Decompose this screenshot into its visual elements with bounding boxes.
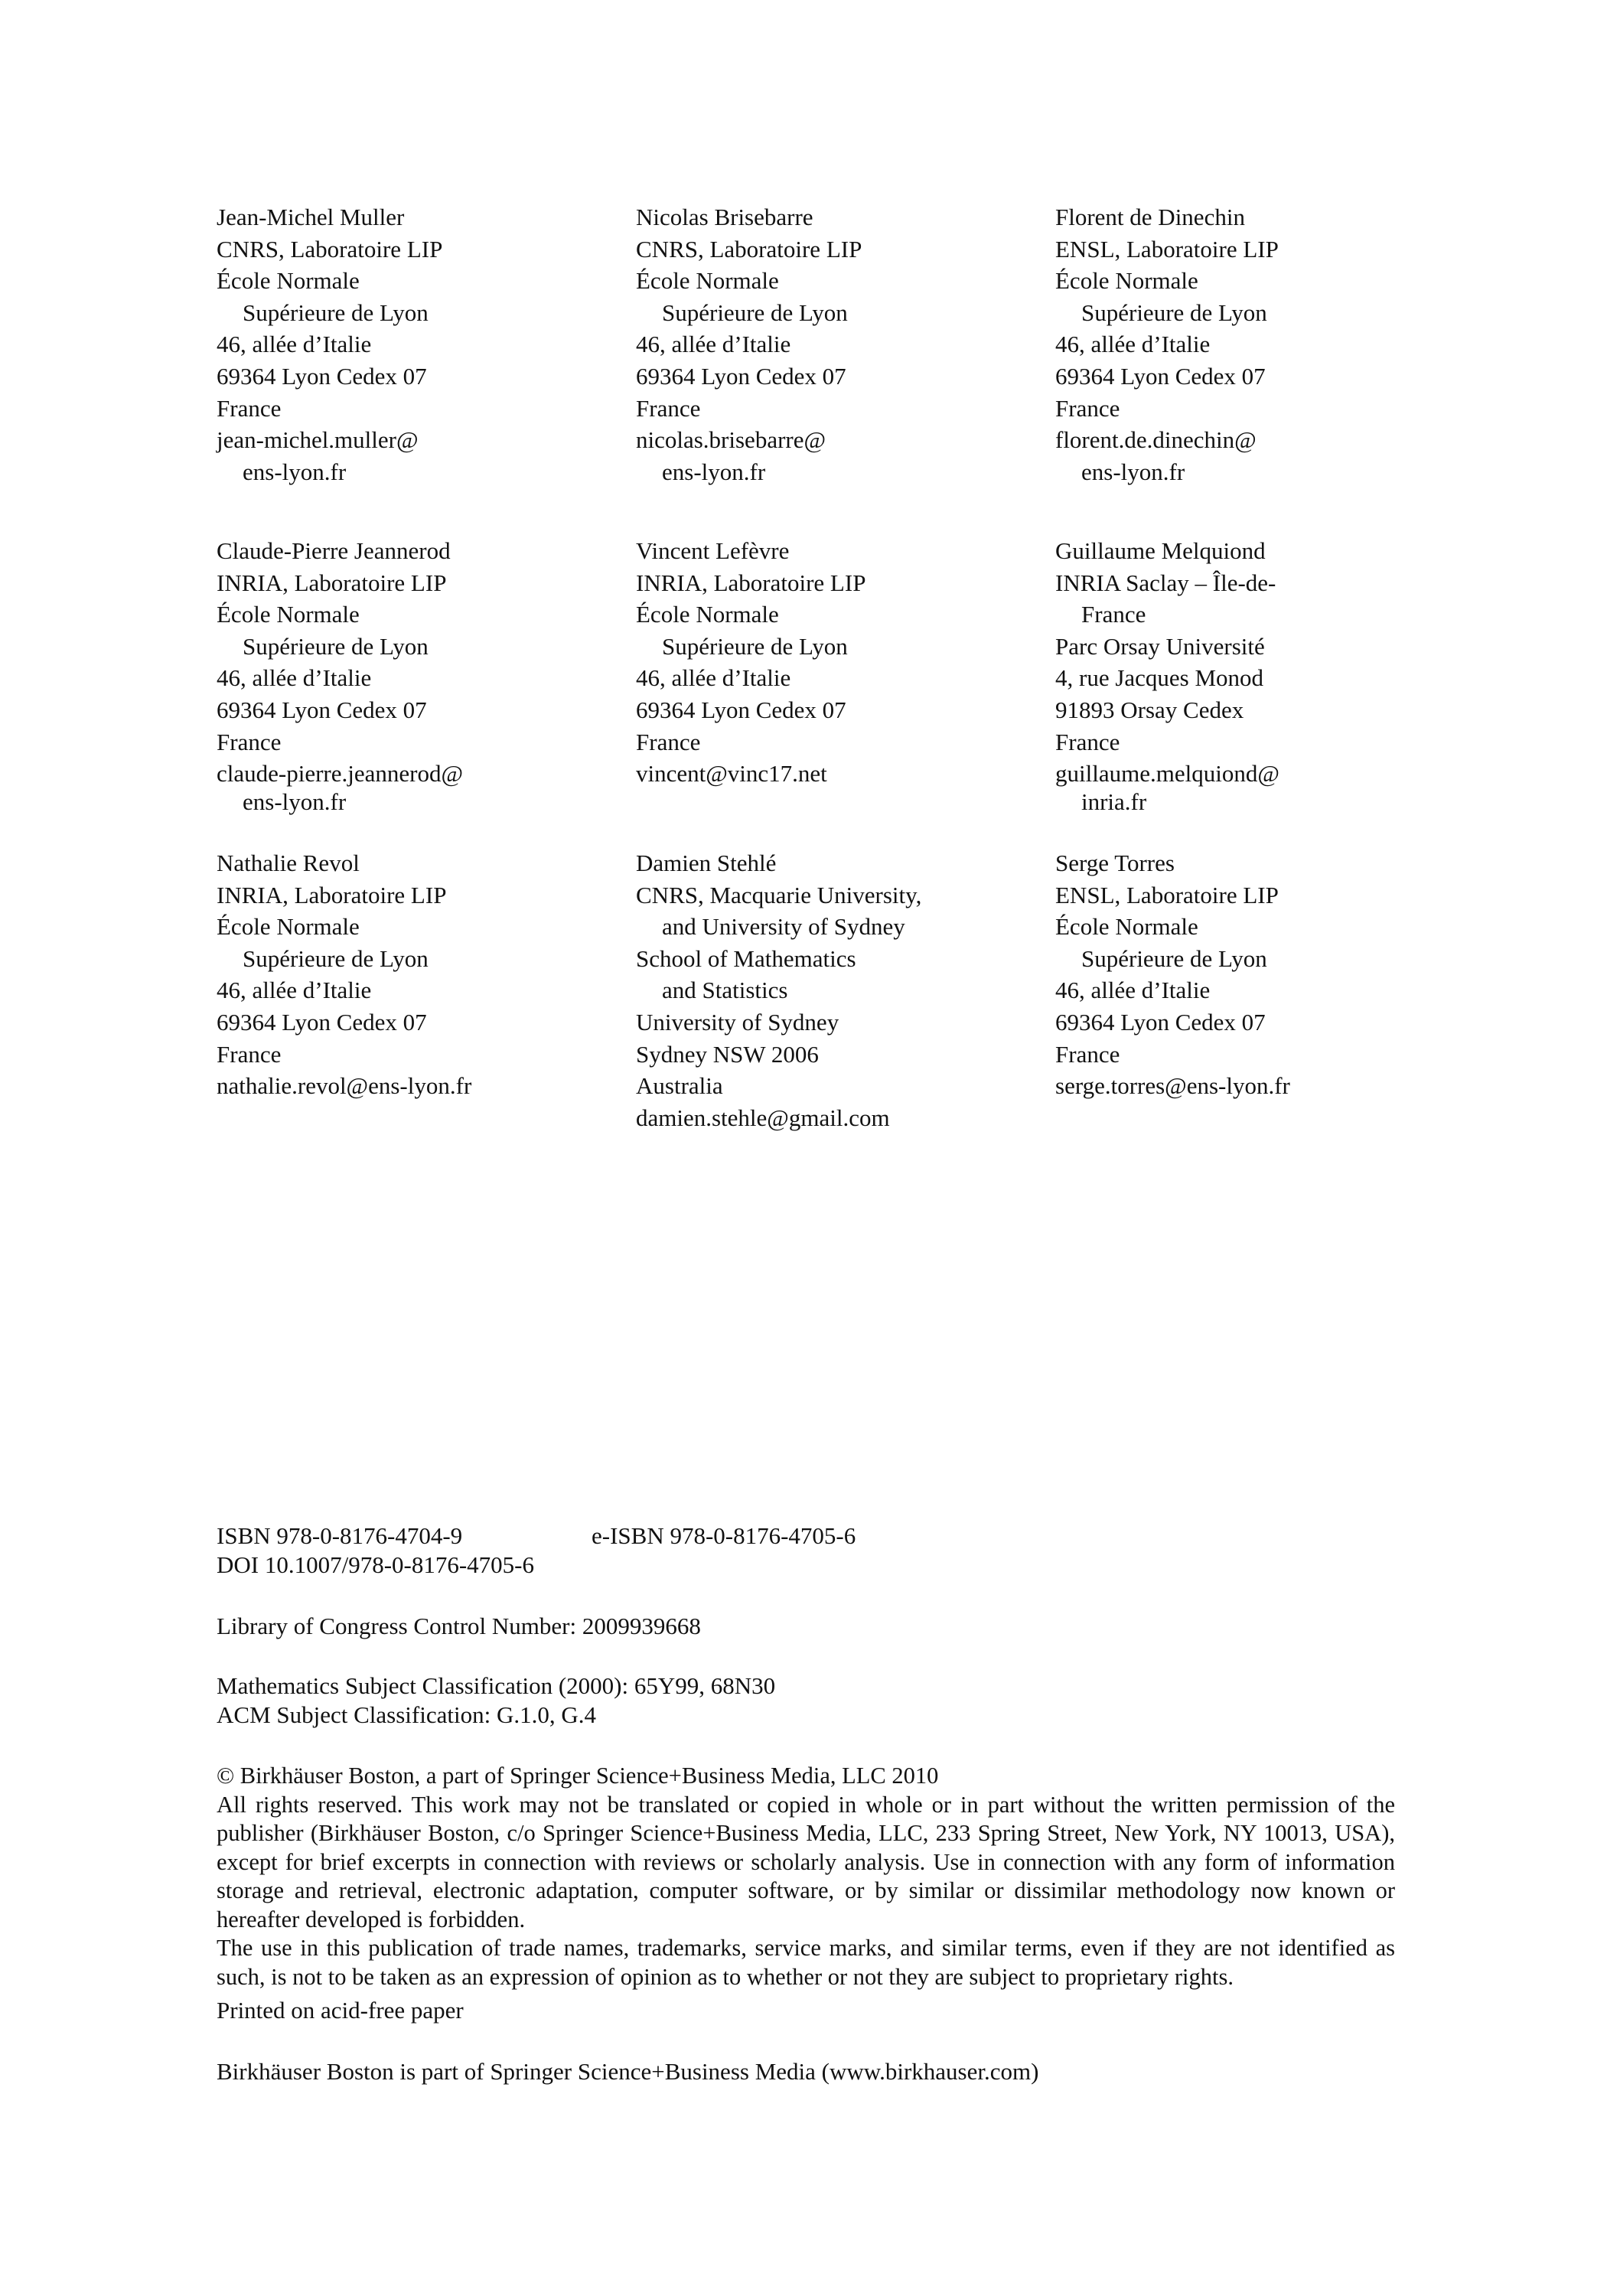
affiliation: CNRS, Laboratoire LIP <box>217 235 443 263</box>
eisbn: e-ISBN 978-0-8176-4705-6 <box>592 1522 856 1549</box>
email: nicolas.brisebarre@ <box>636 426 826 454</box>
author-name: Guillaume Melquiond <box>1055 537 1266 564</box>
email: ens-lyon.fr <box>243 788 347 815</box>
address: Sydney NSW 2006 <box>636 1040 819 1068</box>
author-block <box>636 201 1034 488</box>
rights-paragraph: All rights reserved. This work may not be translated or copied in whole or in part without the written permission of the publisher (Birkhäuser Boston, c/o Springer Science+Business Media, LLC, 233 Spring Street, New York, NY 10013, USA), except for brief excerpts in connection with reviews or scholarly analysis. Use in connection with any form of information storage and retrieval, electronic adaptation, computer software, or by similar or dissimilar methodology now known or hereafter developed is forbidden. <box>217 1791 1395 1932</box>
email: serge.torres@ens-lyon.fr <box>1055 1072 1290 1100</box>
email: jean-michel.muller@ <box>217 426 419 454</box>
address: France <box>1055 728 1120 755</box>
affiliation: CNRS, Macquarie University, <box>636 881 922 908</box>
affiliation: INRIA, Laboratoire LIP <box>217 569 447 596</box>
affiliation: École Normale <box>1055 913 1198 941</box>
author-block <box>1055 201 1453 488</box>
affiliation: INRIA, Laboratoire LIP <box>217 881 447 908</box>
copyright-line: © Birkhäuser Boston, a part of Springer Science+Business Media, LLC 2010 <box>217 1763 939 1789</box>
address: 69364 Lyon Cedex 07 <box>217 362 427 390</box>
email: florent.de.dinechin@ <box>1055 426 1257 454</box>
author-block <box>636 847 1034 1133</box>
address: France <box>217 728 282 755</box>
address: 46, allée d’Italie <box>217 331 372 358</box>
author-block <box>217 201 614 488</box>
lccn: Library of Congress Control Number: 2009939668 <box>217 1613 701 1639</box>
affiliation: ENSL, Laboratoire LIP <box>1055 235 1279 263</box>
address: 46, allée d’Italie <box>1055 977 1211 1004</box>
address: University of Sydney <box>636 1008 839 1035</box>
address: France <box>217 1040 282 1068</box>
affiliation: École Normale <box>636 267 779 295</box>
affiliation: Supérieure de Lyon <box>243 632 429 660</box>
affiliation: INRIA, Laboratoire LIP <box>636 569 866 596</box>
affiliation: Supérieure de Lyon <box>1081 944 1267 972</box>
address: France <box>217 394 282 422</box>
email: vincent@vinc17.net <box>636 760 827 788</box>
author-name: Florent de Dinechin <box>1055 204 1245 230</box>
acm-classification: ACM Subject Classification: G.1.0, G.4 <box>217 1701 596 1728</box>
address: France <box>1055 394 1120 422</box>
affiliation: École Normale <box>217 267 360 295</box>
publisher-note: Birkhäuser Boston is part of Springer Science+Business Media (www.birkhauser.com) <box>217 2058 1039 2085</box>
address: 69364 Lyon Cedex 07 <box>636 696 846 723</box>
address: 46, allée d’Italie <box>636 664 791 692</box>
author-name: Vincent Lefèvre <box>636 537 790 564</box>
affiliation: École Normale <box>217 913 360 941</box>
address: 46, allée d’Italie <box>217 664 372 692</box>
affiliation: Supérieure de Lyon <box>1081 298 1267 326</box>
address: 46, allée d’Italie <box>636 331 791 358</box>
email: nathalie.revol@ens-lyon.fr <box>217 1072 472 1100</box>
affiliation: École Normale <box>217 601 360 628</box>
affiliation: École Normale <box>636 601 779 628</box>
affiliation: Supérieure de Lyon <box>662 298 848 326</box>
address: Australia <box>636 1072 723 1100</box>
affiliation: Supérieure de Lyon <box>243 298 429 326</box>
email: ens-lyon.fr <box>1081 458 1185 485</box>
affiliation: Supérieure de Lyon <box>243 944 429 972</box>
isbn: ISBN 978-0-8176-4704-9 <box>217 1522 463 1549</box>
doi: DOI 10.1007/978-0-8176-4705-6 <box>217 1551 535 1578</box>
email: guillaume.melquiond@ <box>1055 760 1279 788</box>
author-name: Claude-Pierre Jeannerod <box>217 537 451 564</box>
affiliation: École Normale <box>1055 267 1198 295</box>
address: Parc Orsay Université <box>1055 632 1265 660</box>
affiliation: and University of Sydney <box>662 913 905 941</box>
author-block <box>1055 847 1453 1102</box>
address: 46, allée d’Italie <box>217 977 372 1004</box>
author-block <box>217 535 614 814</box>
address: 91893 Orsay Cedex <box>1055 696 1244 723</box>
author-name: Damien Stehlé <box>636 850 777 876</box>
printed-note: Printed on acid-free paper <box>217 1997 464 2024</box>
email: inria.fr <box>1081 788 1147 815</box>
affiliation: Supérieure de Lyon <box>662 632 848 660</box>
isbn-block <box>217 1521 1395 1580</box>
author-name: Jean-Michel Muller <box>217 204 405 230</box>
author-block <box>1055 535 1453 814</box>
address: 69364 Lyon Cedex 07 <box>636 362 846 390</box>
classification-block <box>217 1671 1395 1730</box>
msc-classification: Mathematics Subject Classification (2000): 65Y99, 68N30 <box>217 1672 776 1699</box>
author-name: Nathalie Revol <box>217 850 360 876</box>
author-block <box>217 847 614 1102</box>
address: 4, rue Jacques Monod <box>1055 664 1264 692</box>
copyright-block <box>217 1762 1395 1991</box>
affiliation: CNRS, Laboratoire LIP <box>636 235 862 263</box>
author-name: Nicolas Brisebarre <box>636 204 813 230</box>
address: 69364 Lyon Cedex 07 <box>1055 1008 1266 1035</box>
address: France <box>1055 1040 1120 1068</box>
address: France <box>636 394 701 422</box>
address: 69364 Lyon Cedex 07 <box>217 696 427 723</box>
affiliation: and Statistics <box>662 977 788 1004</box>
author-name: Serge Torres <box>1055 850 1175 876</box>
affiliation: ENSL, Laboratoire LIP <box>1055 881 1279 908</box>
affiliation: School of Mathematics <box>636 944 856 972</box>
affiliation: INRIA Saclay – Île-de- <box>1055 569 1276 596</box>
email: ens-lyon.fr <box>662 458 766 485</box>
trade-names-paragraph: The use in this publication of trade names, trademarks, service marks, and similar terms, even if they are not identified as such, is not to be taken as an expression of opinion as to whether or not they are subject to proprietary rights. <box>217 1935 1395 1990</box>
email: damien.stehle@gmail.com <box>636 1104 890 1131</box>
affiliation: France <box>1081 601 1146 628</box>
author-block <box>636 535 1034 790</box>
address: 69364 Lyon Cedex 07 <box>1055 362 1266 390</box>
address: 69364 Lyon Cedex 07 <box>217 1008 427 1035</box>
email: ens-lyon.fr <box>243 458 347 485</box>
email: claude-pierre.jeannerod@ <box>217 760 464 788</box>
address: 46, allée d’Italie <box>1055 331 1211 358</box>
address: France <box>636 728 701 755</box>
